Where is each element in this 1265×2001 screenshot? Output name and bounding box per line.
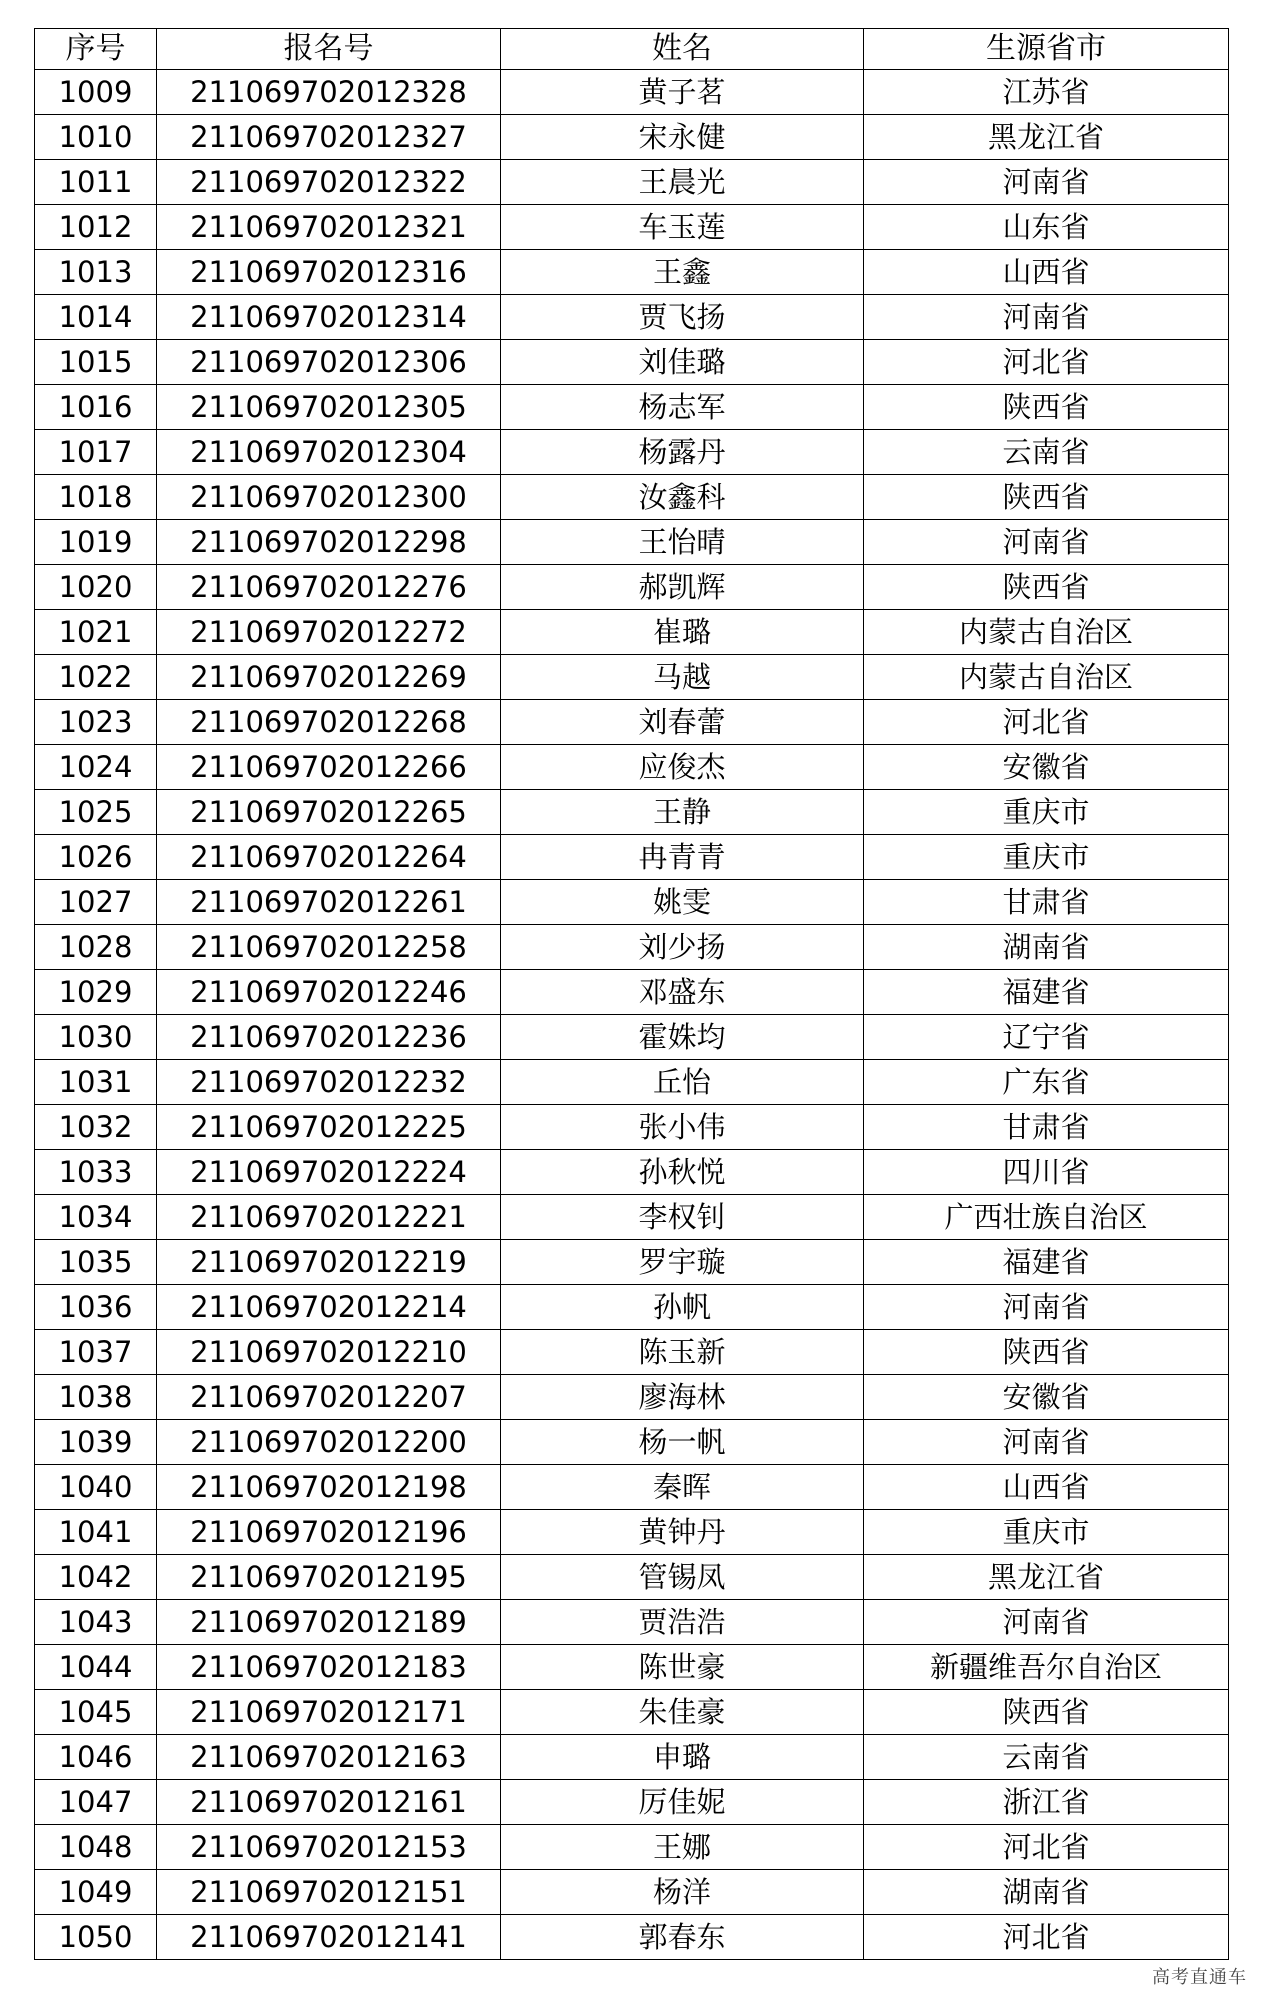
cell-registration-number: 211069702012189 [157,1600,501,1645]
cell-name: 姚雯 [501,880,864,925]
cell-serial-number: 1020 [35,565,157,610]
cell-serial-number: 1047 [35,1780,157,1825]
table-row [35,1105,1229,1150]
cell-serial-number: 1032 [35,1105,157,1150]
cell-registration-number: 211069702012224 [157,1150,501,1195]
table-row [35,340,1229,385]
cell-province: 甘肃省 [864,1105,1229,1150]
cell-registration-number: 211069702012316 [157,250,501,295]
cell-province: 河南省 [864,160,1229,205]
table-row [35,1510,1229,1555]
cell-registration-number: 211069702012183 [157,1645,501,1690]
cell-serial-number: 1043 [35,1600,157,1645]
cell-registration-number: 211069702012196 [157,1510,501,1555]
header-serial-number: 序号 [35,29,157,70]
cell-registration-number: 211069702012322 [157,160,501,205]
cell-serial-number: 1050 [35,1915,157,1960]
cell-name: 丘怡 [501,1060,864,1105]
cell-registration-number: 211069702012232 [157,1060,501,1105]
table-row [35,1420,1229,1465]
cell-serial-number: 1016 [35,385,157,430]
cell-serial-number: 1046 [35,1735,157,1780]
cell-serial-number: 1031 [35,1060,157,1105]
cell-registration-number: 211069702012328 [157,70,501,115]
cell-name: 黄钟丹 [501,1510,864,1555]
cell-registration-number: 211069702012198 [157,1465,501,1510]
cell-registration-number: 211069702012221 [157,1195,501,1240]
cell-serial-number: 1009 [35,70,157,115]
cell-province: 河北省 [864,700,1229,745]
cell-serial-number: 1044 [35,1645,157,1690]
table-row [35,925,1229,970]
cell-province: 河南省 [864,1420,1229,1465]
cell-province: 江苏省 [864,70,1229,115]
header-province: 生源省市 [864,29,1229,70]
cell-province: 内蒙古自治区 [864,610,1229,655]
cell-name: 罗宇璇 [501,1240,864,1285]
cell-name: 黄子茗 [501,70,864,115]
cell-province: 福建省 [864,970,1229,1015]
table-row [35,430,1229,475]
cell-name: 王静 [501,790,864,835]
cell-province: 重庆市 [864,1510,1229,1555]
cell-name: 王鑫 [501,250,864,295]
cell-registration-number: 211069702012264 [157,835,501,880]
table-row [35,1780,1229,1825]
cell-serial-number: 1048 [35,1825,157,1870]
cell-serial-number: 1039 [35,1420,157,1465]
table-row [35,1645,1229,1690]
cell-name: 刘佳璐 [501,340,864,385]
cell-serial-number: 1014 [35,295,157,340]
table-row [35,745,1229,790]
cell-registration-number: 211069702012261 [157,880,501,925]
cell-serial-number: 1041 [35,1510,157,1555]
cell-province: 陕西省 [864,385,1229,430]
header-registration-number: 报名号 [157,29,501,70]
cell-serial-number: 1042 [35,1555,157,1600]
cell-registration-number: 211069702012225 [157,1105,501,1150]
cell-registration-number: 211069702012266 [157,745,501,790]
cell-registration-number: 211069702012304 [157,430,501,475]
cell-registration-number: 211069702012163 [157,1735,501,1780]
cell-serial-number: 1038 [35,1375,157,1420]
cell-serial-number: 1010 [35,115,157,160]
table-row [35,1915,1229,1960]
cell-province: 陕西省 [864,1690,1229,1735]
cell-serial-number: 1018 [35,475,157,520]
cell-registration-number: 211069702012314 [157,295,501,340]
cell-serial-number: 1024 [35,745,157,790]
cell-province: 河北省 [864,1825,1229,1870]
cell-serial-number: 1034 [35,1195,157,1240]
cell-serial-number: 1019 [35,520,157,565]
cell-province: 陕西省 [864,565,1229,610]
table-row [35,1240,1229,1285]
table-row [35,205,1229,250]
cell-province: 甘肃省 [864,880,1229,925]
cell-name: 宋永健 [501,115,864,160]
cell-name: 厉佳妮 [501,1780,864,1825]
table-row [35,1690,1229,1735]
table-body [35,70,1229,1960]
cell-name: 贾飞扬 [501,295,864,340]
cell-province: 河南省 [864,295,1229,340]
cell-province: 新疆维吾尔自治区 [864,1645,1229,1690]
cell-name: 贾浩浩 [501,1600,864,1645]
header-row [35,29,1229,70]
cell-name: 孙帆 [501,1285,864,1330]
table-row [35,1375,1229,1420]
table-row [35,1195,1229,1240]
table-row [35,880,1229,925]
cell-registration-number: 211069702012300 [157,475,501,520]
cell-serial-number: 1027 [35,880,157,925]
cell-registration-number: 211069702012195 [157,1555,501,1600]
cell-registration-number: 211069702012265 [157,790,501,835]
cell-province: 辽宁省 [864,1015,1229,1060]
table-row [35,115,1229,160]
cell-province: 黑龙江省 [864,115,1229,160]
cell-name: 陈世豪 [501,1645,864,1690]
cell-name: 刘少扬 [501,925,864,970]
cell-name: 郭春东 [501,1915,864,1960]
cell-registration-number: 211069702012321 [157,205,501,250]
cell-registration-number: 211069702012153 [157,1825,501,1870]
cell-registration-number: 211069702012268 [157,700,501,745]
table-row [35,1060,1229,1105]
cell-registration-number: 211069702012141 [157,1915,501,1960]
table-row [35,475,1229,520]
cell-name: 汝鑫科 [501,475,864,520]
cell-province: 云南省 [864,430,1229,475]
cell-serial-number: 1028 [35,925,157,970]
cell-serial-number: 1040 [35,1465,157,1510]
cell-registration-number: 211069702012272 [157,610,501,655]
cell-serial-number: 1035 [35,1240,157,1285]
table-row [35,970,1229,1015]
admission-list-table [34,28,1229,1960]
cell-province: 内蒙古自治区 [864,655,1229,700]
cell-province: 黑龙江省 [864,1555,1229,1600]
cell-province: 湖南省 [864,925,1229,970]
cell-serial-number: 1021 [35,610,157,655]
cell-registration-number: 211069702012171 [157,1690,501,1735]
cell-name: 霍姝均 [501,1015,864,1060]
table-row [35,1735,1229,1780]
cell-registration-number: 211069702012327 [157,115,501,160]
cell-province: 山西省 [864,1465,1229,1510]
table-row [35,1465,1229,1510]
cell-province: 重庆市 [864,835,1229,880]
cell-province: 陕西省 [864,475,1229,520]
cell-name: 郝凯辉 [501,565,864,610]
cell-name: 申璐 [501,1735,864,1780]
cell-name: 杨露丹 [501,430,864,475]
table-row [35,655,1229,700]
cell-serial-number: 1036 [35,1285,157,1330]
cell-province: 河北省 [864,1915,1229,1960]
cell-province: 四川省 [864,1150,1229,1195]
cell-registration-number: 211069702012151 [157,1870,501,1915]
cell-registration-number: 211069702012269 [157,655,501,700]
cell-registration-number: 211069702012210 [157,1330,501,1375]
table-row [35,250,1229,295]
cell-serial-number: 1011 [35,160,157,205]
table-row [35,565,1229,610]
cell-serial-number: 1029 [35,970,157,1015]
table-header [35,29,1229,70]
cell-name: 陈玉新 [501,1330,864,1375]
table-row [35,295,1229,340]
cell-registration-number: 211069702012214 [157,1285,501,1330]
table-row [35,1015,1229,1060]
cell-province: 山东省 [864,205,1229,250]
cell-serial-number: 1026 [35,835,157,880]
cell-province: 广东省 [864,1060,1229,1105]
cell-province: 福建省 [864,1240,1229,1285]
cell-province: 河南省 [864,1285,1229,1330]
cell-name: 杨洋 [501,1870,864,1915]
cell-name: 秦晖 [501,1465,864,1510]
cell-registration-number: 211069702012246 [157,970,501,1015]
cell-name: 应俊杰 [501,745,864,790]
cell-name: 杨一帆 [501,1420,864,1465]
cell-province: 安徽省 [864,1375,1229,1420]
cell-name: 李权钊 [501,1195,864,1240]
table-row [35,1555,1229,1600]
cell-name: 廖海林 [501,1375,864,1420]
cell-serial-number: 1045 [35,1690,157,1735]
cell-registration-number: 211069702012200 [157,1420,501,1465]
cell-serial-number: 1049 [35,1870,157,1915]
cell-registration-number: 211069702012276 [157,565,501,610]
table-row [35,1150,1229,1195]
cell-province: 广西壮族自治区 [864,1195,1229,1240]
header-name: 姓名 [501,29,864,70]
cell-serial-number: 1030 [35,1015,157,1060]
table-row [35,1825,1229,1870]
cell-name: 杨志军 [501,385,864,430]
cell-province: 山西省 [864,250,1229,295]
cell-registration-number: 211069702012207 [157,1375,501,1420]
watermark-text: 高考直通车 [1152,1967,1247,1988]
table-row [35,160,1229,205]
cell-serial-number: 1012 [35,205,157,250]
cell-name: 王娜 [501,1825,864,1870]
cell-name: 冉青青 [501,835,864,880]
cell-name: 马越 [501,655,864,700]
cell-name: 王怡晴 [501,520,864,565]
cell-serial-number: 1013 [35,250,157,295]
cell-province: 陕西省 [864,1330,1229,1375]
table-row [35,1870,1229,1915]
cell-registration-number: 211069702012258 [157,925,501,970]
cell-province: 安徽省 [864,745,1229,790]
cell-province: 湖南省 [864,1870,1229,1915]
cell-registration-number: 211069702012298 [157,520,501,565]
cell-name: 朱佳豪 [501,1690,864,1735]
cell-province: 重庆市 [864,790,1229,835]
table-row [35,1600,1229,1645]
cell-name: 邓盛东 [501,970,864,1015]
table-row [35,1285,1229,1330]
cell-name: 崔璐 [501,610,864,655]
cell-province: 云南省 [864,1735,1229,1780]
cell-name: 车玉莲 [501,205,864,250]
cell-name: 张小伟 [501,1105,864,1150]
cell-registration-number: 211069702012305 [157,385,501,430]
table-row [35,1330,1229,1375]
cell-serial-number: 1015 [35,340,157,385]
table-row [35,385,1229,430]
cell-serial-number: 1033 [35,1150,157,1195]
cell-registration-number: 211069702012161 [157,1780,501,1825]
cell-province: 河南省 [864,1600,1229,1645]
cell-province: 河南省 [864,520,1229,565]
table-row [35,835,1229,880]
table-row [35,610,1229,655]
table-row [35,700,1229,745]
cell-serial-number: 1037 [35,1330,157,1375]
cell-registration-number: 211069702012306 [157,340,501,385]
cell-serial-number: 1022 [35,655,157,700]
cell-name: 管锡凤 [501,1555,864,1600]
cell-registration-number: 211069702012219 [157,1240,501,1285]
table-row [35,70,1229,115]
cell-province: 河北省 [864,340,1229,385]
cell-name: 孙秋悦 [501,1150,864,1195]
table-row [35,520,1229,565]
table-row [35,790,1229,835]
cell-serial-number: 1023 [35,700,157,745]
cell-name: 刘春蕾 [501,700,864,745]
cell-serial-number: 1017 [35,430,157,475]
cell-name: 王晨光 [501,160,864,205]
cell-serial-number: 1025 [35,790,157,835]
cell-province: 浙江省 [864,1780,1229,1825]
cell-registration-number: 211069702012236 [157,1015,501,1060]
